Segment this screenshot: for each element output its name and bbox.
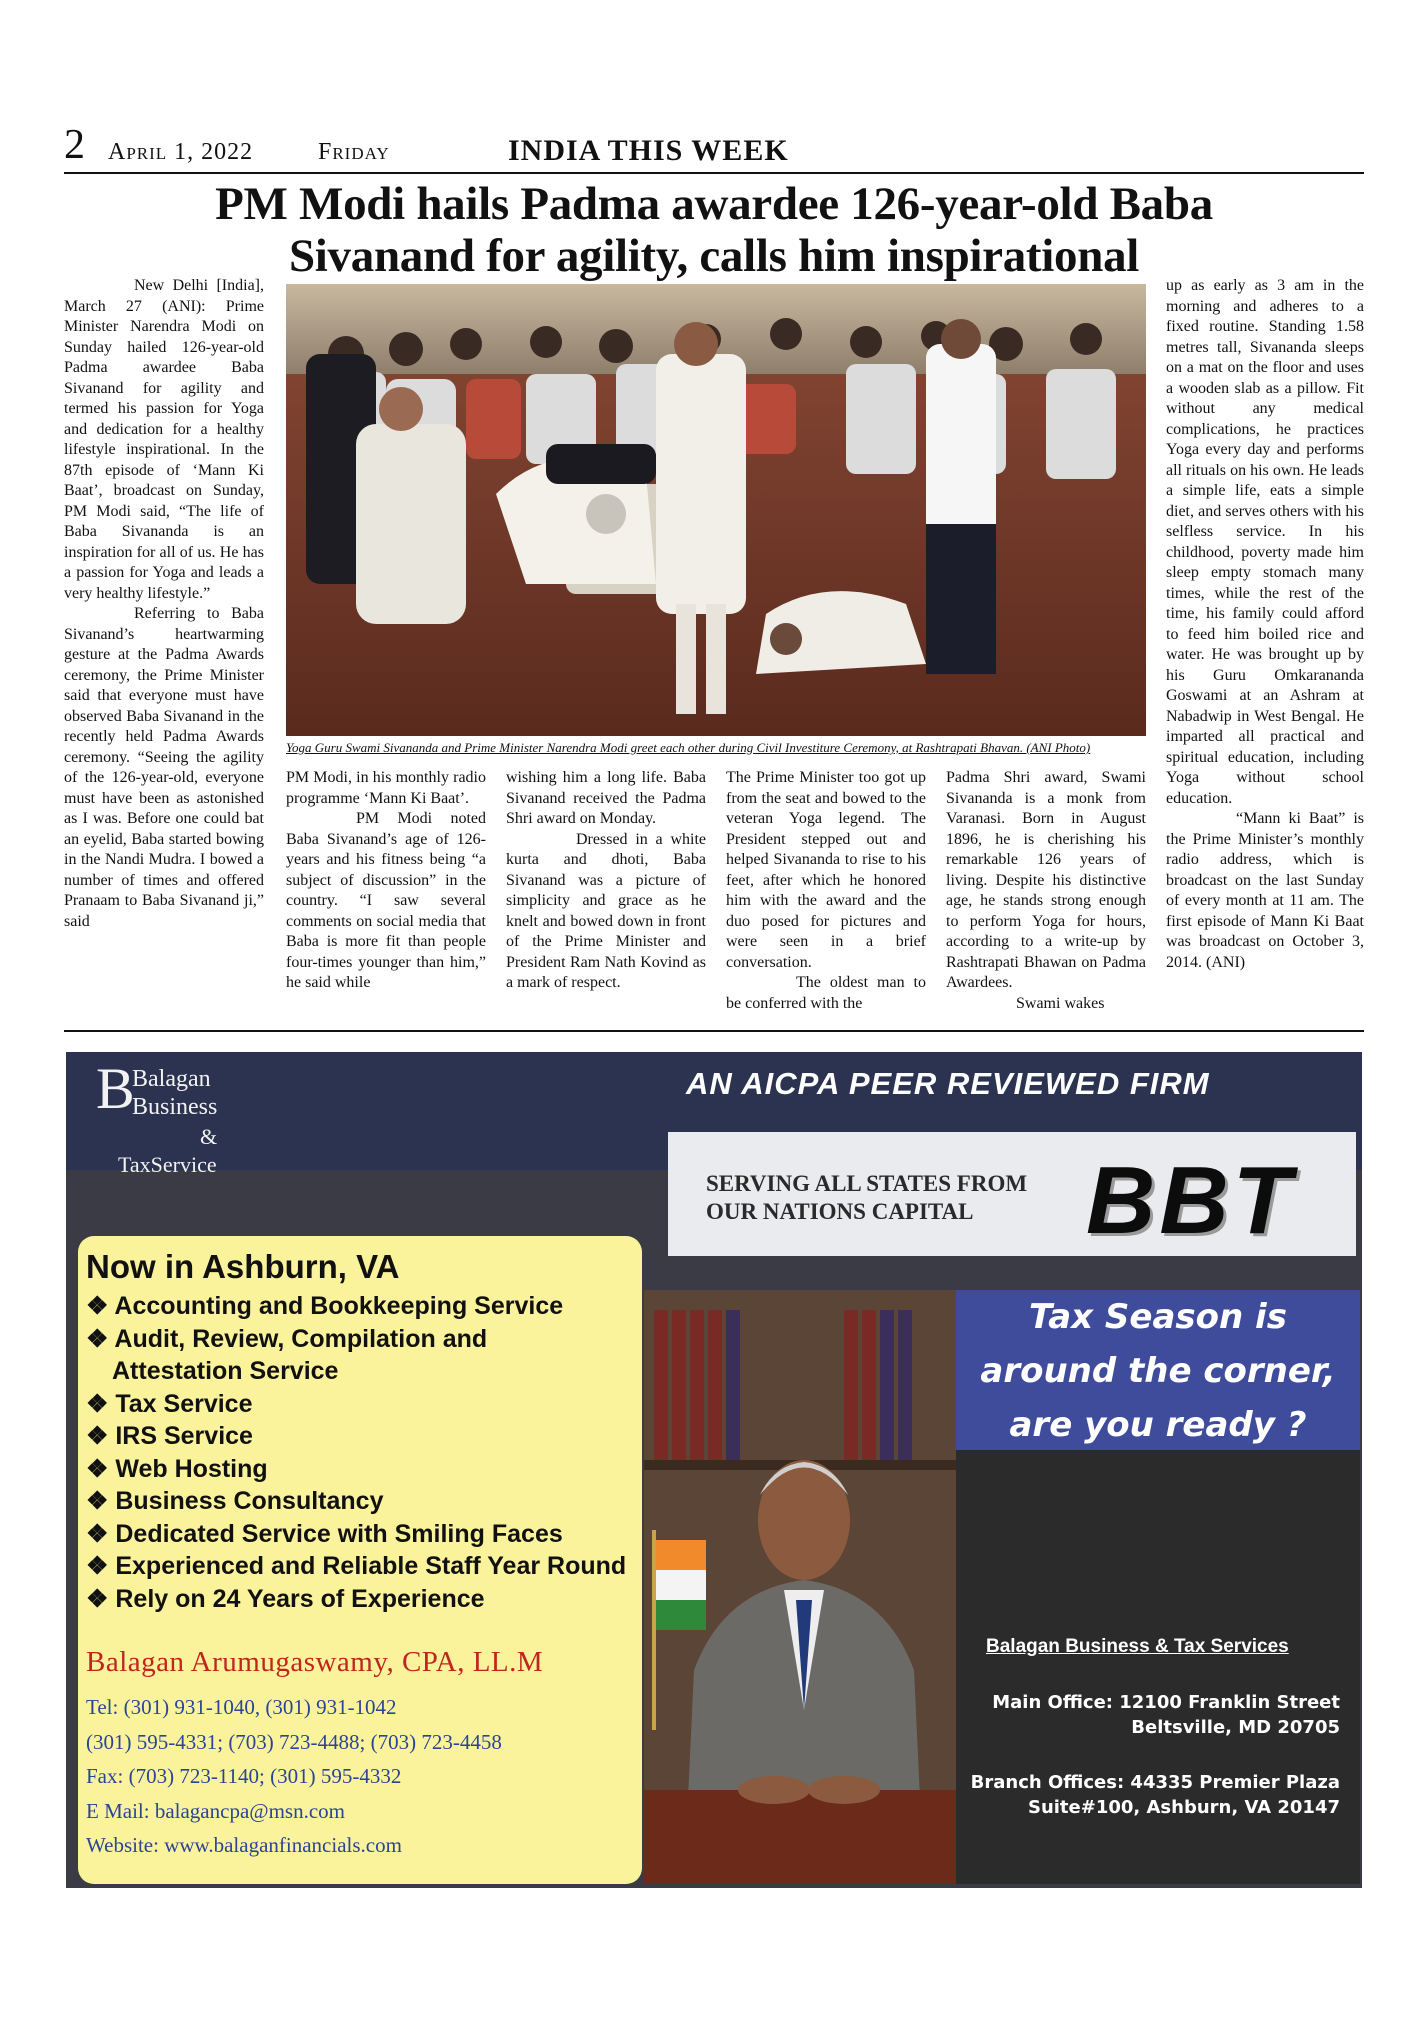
service-item: ❖ Rely on 24 Years of Experience (86, 1584, 485, 1613)
contact-block (86, 1690, 502, 1863)
paragraph: Dressed in a white kurta and dhoti, Baba Sivanand was a picture of simplicity and grace as he knelt and bowed down in front of the Prime Minister and President Ram Nath Kovind as a mark of respect. (506, 830, 706, 991)
service-item: ❖ Accounting and Bookkeeping Service (86, 1292, 564, 1320)
paragraph: New Delhi [India], March 27 (ANI): Prime Minister Narendra Modi on Sunday hailed 126-year-old Padma awardee Baba Sivanand for agility and termed his passion for Yoga and dedication for a healthy lifestyle inspirational. In the 87th episode of ‘Mann Ki Baat’, broadcast on Sunday, PM Modi said, “The life of Baba Sivananda is an inspiration for all of us. He has a passion for Yoga and leads a very healthy lifestyle.” (64, 277, 264, 602)
phone-line: Tel: (301) 931-1040, (301) 931-1042 (86, 1695, 397, 1719)
service-item: ❖ Business Consultancy (86, 1487, 384, 1515)
address-line: Suite#100, Ashburn, VA 20147 (1027, 1797, 1340, 1818)
header-rule (64, 172, 1364, 174)
service-item: ❖ IRS Service (86, 1422, 253, 1450)
article-column-3 (506, 768, 706, 994)
company-name: Balagan Business & Tax Services (986, 1636, 1289, 1657)
tax-season-text (956, 1290, 1360, 1452)
branch-office-address (966, 1770, 1340, 1820)
service-item: ❖ Audit, Review, Compilation and (86, 1324, 488, 1353)
paragraph: PM Modi, in his monthly radio programme ‘Mann Ki Baat’. (286, 769, 486, 807)
logo-word-business: Business (132, 1094, 218, 1120)
article-headline (64, 178, 1364, 282)
article-column-2 (286, 768, 486, 994)
publication-name: INDIA THIS WEEK (508, 134, 789, 167)
article-bottom-rule (64, 1030, 1364, 1032)
phone-line: (301) 595-4331; (703) 723-4488; (703) 723-4458 (86, 1729, 502, 1754)
article-column-1 (64, 276, 264, 932)
paragraph: Referring to Baba Sivanand’s heartwarming gesture at the Padma Awards ceremony, the Prime Minister said that everyone must have observed Baba Sivanand in the recently held Padma Awards ceremony. “Seeing the agility of the 126-year-old, everyone must have been as astonished as I was. Before one could bat an eyelid, Baba started bowing in the Nandi Mudra. I bowed a number of times and offered Pranaam to Baba Sivanand ji,” said (64, 605, 264, 930)
paragraph: up as early as 3 am in the morning and adheres to a fixed routine. Standing 1.58 metres tall, Sivananda sleeps on a mat on the floor and uses a wooden slab as a pillow. Fit without any medical complications, he practices Yoga every day and performs all rituals on his own. He leads a simple life, eats a simple diet, and serves others with his selfless service. In his childhood, poverty made him sleep empty stomach many times, while the rest of the time, his family could afford to feed him boiled rice and water. He was brought up by his Guru Omkarananda Goswami at an Ashram at Nabadwip in West Bengal. He imparted all practical and spiritual education, including Yoga without school education. (1166, 277, 1364, 807)
page-number: 2 (64, 122, 85, 168)
serving-line-1: SERVING ALL STATES FROM (706, 1171, 1028, 1196)
service-item: Attestation Service (112, 1357, 339, 1385)
logo-word-taxservice: TaxService (118, 1152, 217, 1177)
services-list (86, 1290, 626, 1615)
paragraph: The oldest man to be conferred with the (726, 974, 926, 1012)
article-column-4 (726, 768, 926, 1014)
paragraph: Padma Shri award, Swami Sivananda is a monk from Varanasi. Born in August 1896, he is cherishing his remarkable 126 years of living. Despite his distinctive age, he stands strong enough to perform Yoga for hours, according to a write-up by Rashtrapati Bhawan on Padma Awardees. (946, 769, 1146, 991)
bbt-logo (96, 1056, 266, 1210)
headline-line-1: PM Modi hails Padma awardee 126-year-old Baba (215, 178, 1213, 230)
article-photo (286, 284, 1146, 736)
cpa-name: Balagan Arumugaswamy, CPA, LL.M (86, 1646, 544, 1678)
logo-ampersand: & (200, 1124, 218, 1149)
website-line: Website: www.balaganfinancials.com (86, 1833, 402, 1857)
issue-day: Friday (318, 139, 390, 165)
paragraph: wishing him a long life. Baba Sivanand received the Padma Shri award on Monday. (506, 769, 706, 827)
service-item: ❖ Experienced and Reliable Staff Year Round (86, 1552, 627, 1580)
ad-tagline: AN AICPA PEER REVIEWED FIRM (686, 1066, 1210, 1101)
article-column-6 (1166, 276, 1364, 973)
tax-season-line: Tax Season is (1029, 1297, 1287, 1337)
bbt-brand: BBT (1086, 1147, 1296, 1254)
tax-season-line: around the corner, (980, 1351, 1336, 1391)
service-item: ❖ Web Hosting (86, 1454, 268, 1483)
location-heading: Now in Ashburn, VA (86, 1248, 400, 1285)
headline-line-2: Sivanand for agility, calls him inspirational (288, 230, 1140, 282)
address-line: Branch Offices: 44335 Premier Plaza (970, 1772, 1340, 1793)
serving-text (706, 1170, 1027, 1226)
service-item: ❖ Dedicated Service with Smiling Faces (86, 1519, 563, 1548)
cpa-portrait (644, 1290, 956, 1884)
logo-letter-b: B (96, 1056, 135, 1121)
fax-line: Fax: (703) 723-1140; (301) 595-4332 (86, 1764, 402, 1788)
paragraph: Swami wakes (1016, 994, 1105, 1012)
tax-season-line: are you ready ? (1009, 1405, 1307, 1445)
paragraph: The Prime Minister too got up from the seat and bowed to the veteran Yoga legend. The President stepped out and helped Sivananda to rise to his feet, after which he honored him with the award and the duo posed for pictures and were seen in a brief conversation. (726, 769, 926, 971)
paragraph: “Mann ki Baat” is the Prime Minister’s monthly radio address, which is broadcast on the last Sunday of every month at 11 am. The first episode of Mann Ki Baat was broadcast on October 3, 2014. (ANI) (1166, 810, 1364, 971)
email-line: E Mail: balagancpa@msn.com (86, 1798, 346, 1823)
issue-date: April 1, 2022 (108, 139, 254, 165)
photo-caption: Yoga Guru Swami Sivananda and Prime Minister Narendra Modi greet each other during Civil Investiture Ceremony, at Rashtrapati Bhavan. (ANI Photo) (286, 740, 1091, 755)
article-column-5 (946, 768, 1146, 1014)
address-line: Beltsville, MD 20705 (1131, 1717, 1340, 1738)
serving-line-2: OUR NATIONS CAPITAL (706, 1199, 974, 1224)
address-line: Main Office: 12100 Franklin Street (992, 1692, 1340, 1713)
paragraph: PM Modi noted Baba Sivanand’s age of 126-years and his fitness being “a subject of discussion” in the country. “I saw several comments on social media that Baba is more fit than people four-times younger than him,” he said while (286, 810, 486, 991)
main-office-address (966, 1690, 1340, 1740)
logo-word-balagan: Balagan (132, 1066, 211, 1092)
service-item: ❖ Tax Service (86, 1389, 253, 1418)
